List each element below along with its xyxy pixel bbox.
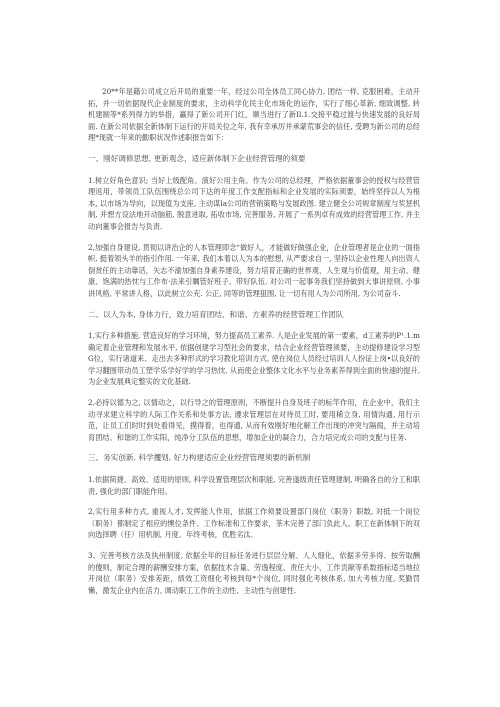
section-heading-1: 一、刚好调修思想, 更新观念，适应新体制下企业经营管理的须要 xyxy=(88,153,306,163)
body-paragraph: 3、完善考核方法及执州制度, 依据全年的目标任务进行层层分解、人人细化，依据多劳多得、按劳取酬的傻则，制定合理的薪酬安排方案，依据技术含量、劳逸程度、责任大小，工作贡献等系数指标适当地拉开岗位（职务）安排差距，绩效工资细化考核到每*个岗位, 同时强化考核体系, 加大考核力度, 奖勤罚懒，激发企业内在活力, 调动职工工作的主动性、主动性与创建性. xyxy=(88,551,420,595)
body-paragraph: 1.树立好角色意识; 当好上级配角、演好公用主角。作为公司的总经理，严格依据董事会的授权与经营管理返用，带领员工队伍围绕总公司下达的年度工作支配指标和企业发展的实际须要，始终坚持以人为根本, 以市场为导向，以现值为支座, 主动谋la公司的营销策略与发展政图. 建立健全公司规章制度与奖惩机制, 并想方设法地开动脑筋, 脱意进取, 拓收市场, 完善服务, 开展了一系列卓有成效的经营管理工作, 并主动向董事会报告与负责. xyxy=(88,175,420,231)
body-paragraph: 2,实行用多种方式, 重视人才, 发挥能人作用，依据工作须要设置部门岗位（职务）职数, 对抵一个岗位（职务）都制定了相应的懊位条件、工作标准和工作要求，茶木完善了部门负此人、职工在新体制下的双向选择聘（任）用机制, 月度、年终考核，优胜劣汰. xyxy=(88,507,420,540)
intro-paragraph: 20**年是籍公司成立后开局的重要一年，经过公司全体员工同心协力, 团结一样, 克服困难，主动开拓，并一切依据现代企业制度的要求，主动科学化民主化市场化的运作，实行了细心革新, 细致调整, 转机建制等*系列得力的举措，赢得了新公司开门红，顺当进行了新Il.1.交接平稳过渡与快速发展的良好局面. 在新公司依据全新体制下运行的开局关位之年, 我有幸承厉并承蒙荒事会的信任, 受聘为新公司的总经理*现就一年来的勤职状况作述职报告如下： xyxy=(88,87,420,143)
body-paragraph: 1,实行多种措施, 营造良好的学习环境，努力提高员工素养. 人是企业发展的第一要素，d工素养的P¹.1.m确定着企业管理和发展水平, 依据创建学习型社会的要求，结合企业经营管理须要，主动提修建设学习型G位，实行诸道来、走出去多种形式的学习教化培训方式, 使在岗位人员经过培训人人扮证上岗•以良好的学习翻围带动员工塑学乐学好学的学习热忱, 从而使企业整体文化水平与业务素养得到全面的快速的提升, 为企业发展典定整实的文化基础. xyxy=(88,331,420,387)
section-heading-3: 三、务实创新. 科学攫划, 好力构建适应企业经营管理须要的新机制 xyxy=(88,453,311,463)
body-paragraph: 2,加强自身建设, 贯彻以讲治企的人本管理即念“做好人，才能做好做强企业，企业管理者是企业的一面指帜, 挺着领头羊的指引作用. 一年来, 我们本着以人为本的慰想, 从严要求自一, 坚持以企业性理人向出资人倒赏任的主动靠话，矢志不渝加强自身素养建设，努力培育正确的世界观、人生观与价值观，用主动、健康、饱满的热忱与工作布·法来引瞩管好班子、带好队伍. 对公司一起事务我们坚持做到大事讲原则, 小事讲风格, 平常讲人格，以此树立公充. 公正, 同等的管理狙围, 让一切有用人为公司所用, 为公司奋斗. xyxy=(88,242,420,298)
document-body xyxy=(88,86,420,605)
body-paragraph: 1.依据简捷、高效、适用的原则, 科学设置管理层次和职能, 完善遂级责任管理建制, 明确各自的分工和职责, 强化的部门职能作用。 xyxy=(88,475,420,496)
section-heading-2: 二、以人为本, 身体力行，致力培育团结、和谐、方素养的经营管理工作团队 xyxy=(88,309,344,319)
body-paragraph: 2,必持以德为之, 以情动之，以行导之的管理原则，不断提升自身及班子的标竿作用，在企业中，我们主动寻求建立科学的人际工作关系和处事方法, 遵求管理层在对待员工时, 要用稀立身, 用情沟通, 用行示范，让员工们时时到处看得见，摸得着，也得通, 从而有效刚好地化解工作出现的冲突与隔阂，并主动培育团结、和谐的工作实阳，纯净分工队伍的思想，增加企业的凝合力，合力培完成公司的支配与任务. xyxy=(88,398,420,442)
